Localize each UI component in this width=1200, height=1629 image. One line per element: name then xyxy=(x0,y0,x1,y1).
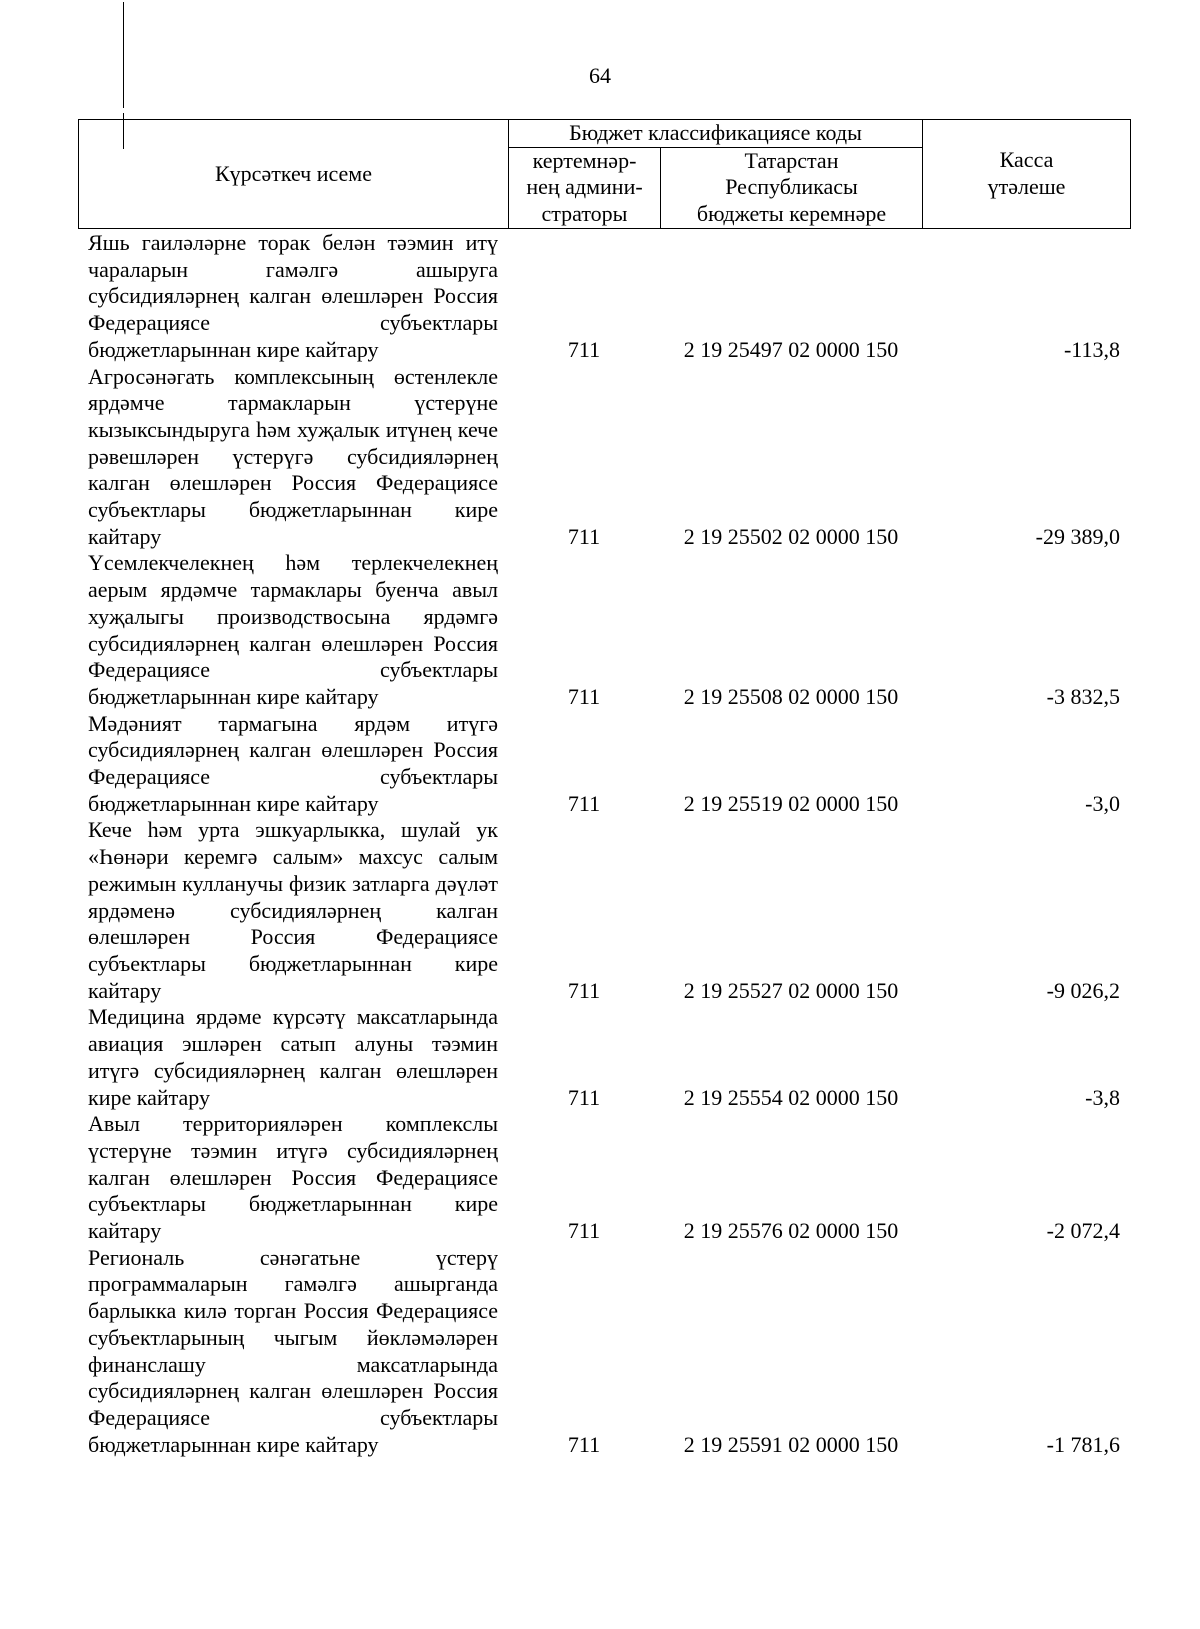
row-name: Үсемлекчелекнең һәм терлекчелекнең аерым ярдәмче тармаклары буенча авыл хуҗалыгы производствосына ярдәмгә субсидияләрнең калган өлешләрен Россия Федерациясе субъектлары бюджетларыннан кире кайтару xyxy=(88,550,498,709)
row-name: Авыл территорияләрен комплекслы үстерүне тәэмин итүгә субсидияләрнең калган өлешләрен Россия Федерациясе субъектлары бюджетларыннан кире кайтару xyxy=(88,1111,498,1244)
header-budget-code-group: Бюджет классификациясе коды xyxy=(509,120,923,148)
table-row xyxy=(78,230,1130,364)
row-admin: 711 xyxy=(567,523,601,549)
row-code: 2 19 25554 02 0000 150 xyxy=(683,1084,899,1110)
row-admin: 711 xyxy=(567,1431,601,1457)
row-admin: 711 xyxy=(567,683,601,709)
row-code: 2 19 25519 02 0000 150 xyxy=(683,790,899,816)
table-row xyxy=(78,1111,1130,1245)
row-amount: -3 832,5 xyxy=(1046,683,1120,709)
table-row xyxy=(78,817,1130,1004)
row-amount: -9 026,2 xyxy=(1046,977,1120,1003)
row-code: 2 19 25576 02 0000 150 xyxy=(683,1218,899,1244)
row-amount: -2 072,4 xyxy=(1046,1218,1120,1244)
table-row xyxy=(78,711,1130,818)
row-amount: -113,8 xyxy=(1063,336,1120,362)
row-admin: 711 xyxy=(567,1084,601,1110)
row-admin: 711 xyxy=(567,1218,601,1244)
row-admin: 711 xyxy=(567,790,601,816)
row-admin: 711 xyxy=(567,336,601,362)
row-name: Региональ сәнәгатьне үстерү программаларын гамәлгә ашырганда барлыкка килә торган Россия Федерациясе субъектларының чыгым йөкләмәләрен финанслашу максатларында субсидияләрнең калган өлешләрен Россия Федерациясе субъектлары бюджетларыннан кире кайтару xyxy=(88,1244,498,1457)
margin-line xyxy=(123,2,124,108)
header-revenue: Татарстан Республикасы бюджеты керемнәре xyxy=(661,147,923,228)
header-indicator-name: Күрсәткеч исеме xyxy=(79,120,509,229)
row-amount: -3,0 xyxy=(1085,790,1120,816)
row-name: Мәдәният тармагына ярдәм итүгә субсидияләрнең калган өлешләрен Россия Федерациясе субъектлары бюджетларыннан кире кайтару xyxy=(88,710,498,816)
row-code: 2 19 25527 02 0000 150 xyxy=(683,977,899,1003)
header-administrators: кертемнәр- нең админи- страторы xyxy=(509,147,661,228)
row-name: Кече һәм урта эшкуарлыкка, шулай ук «Һөнәри керемгә салым» махсус салым режимын кулланучы физик затларга дәүләт ярдәменә субсидияләрнең калган өлешләрен Россия Федерациясе субъектлары бюджетларыннан кире кайтару xyxy=(88,817,498,1003)
header-cash-execution: Касса үтәлеше xyxy=(923,120,1131,229)
row-name: Яшь гаиләләрне торак белән тәэмин итү чараларын гамәлгә ашыруга субсидияләрнең калган өлешләрен Россия Федерациясе субъектлары бюджетларыннан кире кайтару xyxy=(88,230,498,362)
row-admin: 711 xyxy=(567,977,601,1003)
table-header xyxy=(78,119,1131,229)
row-amount: -29 389,0 xyxy=(1035,523,1120,549)
table-row xyxy=(78,1245,1130,1459)
table-row xyxy=(78,364,1130,551)
table-row xyxy=(78,1004,1130,1111)
row-code: 2 19 25502 02 0000 150 xyxy=(683,523,899,549)
data-table xyxy=(78,230,1130,1458)
row-amount: -3,8 xyxy=(1085,1084,1120,1110)
page-number: 64 xyxy=(589,63,611,88)
row-code: 2 19 25591 02 0000 150 xyxy=(683,1431,899,1457)
row-code: 2 19 25497 02 0000 150 xyxy=(683,336,899,362)
row-code: 2 19 25508 02 0000 150 xyxy=(683,683,899,709)
row-name: Медицина ярдәме күрсәтү максатларында авиация эшләрен сатып алуны тәэмин итүгә субсидияләрнең калган өлешләрен кире кайтару xyxy=(88,1004,498,1110)
row-name: Агросәнәгать комплексының өстенлекле ярдәмче тармакларын үстерүне кызыксындыруга һәм хуҗалык итүнең кече рәвешләрен үстерүгә субсидияләрнең калган өлешләрен Россия Федерациясе субъектлары бюджетларыннан кире кайтару xyxy=(88,363,498,549)
row-amount: -1 781,6 xyxy=(1046,1431,1120,1457)
table-row xyxy=(78,550,1130,710)
